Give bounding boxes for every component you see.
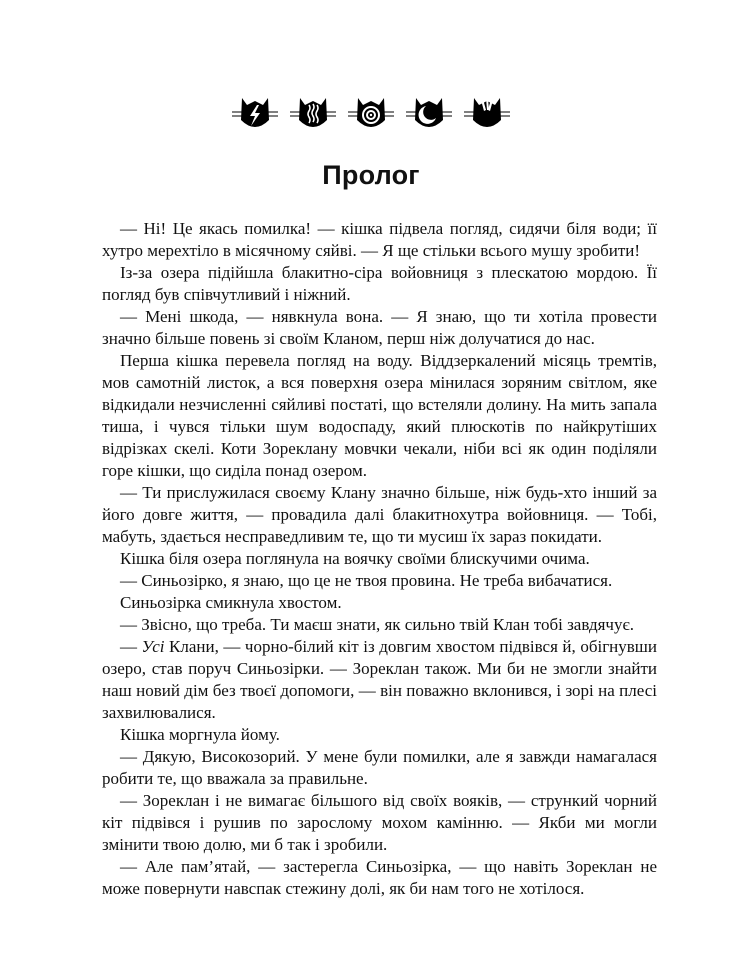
paragraph: Синьозірка смикнула хвостом. <box>120 593 342 612</box>
skyclan-claw-icon <box>464 96 510 132</box>
windclan-swirl-icon <box>348 96 394 132</box>
prologue-text <box>102 218 657 900</box>
paragraph-rest: Клани, — чорно-білий кіт із довгим хвостом підвівся й, обігнувши озеро, став поруч Синьозірки. — Зореклан також. Ми би не змогли знайти наш новий дім без твоєї допомоги, — він поважно вклонився, і зорі на плесі захвилювалися. <box>102 637 657 722</box>
chapter-title: Пролог <box>322 160 420 190</box>
paragraph: Кішка біля озера поглянула на воячку своїми блискучими очима. <box>120 549 590 568</box>
shadowclan-moon-icon <box>406 96 452 132</box>
clan-emblems <box>0 96 742 132</box>
paragraph: — Ні! Це якась помилка! — кішка підвела погляд, сидячи біля води; її хутро мерехтіло в місячному сяйві. — Я ще стільки всього мушу зробити! <box>102 219 657 260</box>
paragraph <box>102 636 657 724</box>
paragraph: — Синьозірко, я знаю, що це не твоя провина. Не треба вибачатися. <box>120 571 613 590</box>
paragraph: — Дякую, Високозорий. У мене були помилки, але я завжди намагалася робити те, що вважала за правильне. <box>102 747 657 788</box>
paragraph: Перша кішка перевела погляд на воду. Віддзеркалений місяць тремтів, мов самотній листок, а вся поверхня озера мінилася зоряним світлом, яке відкидали незчисленні сяйливі постаті, що встеляли долину. На мить запала тиша, і чувся тільки шум водоспаду, який плюскотів по найкрутіших відрізках скелі. Коти Зореклану мовчки чекали, ніби всі як один поділяли горе кішки, що сиділа понад озером. <box>102 351 657 480</box>
emphasis-word: Усі <box>141 637 165 656</box>
paragraph: — Але пам’ятай, — застерегла Синьозірка, — що навіть Зореклан не може повернути навспак стежину долі, як би нам того не хотілося. <box>102 857 657 898</box>
paragraph: — Звісно, що треба. Ти маєш знати, як сильно твій Клан тобі завдячує. <box>120 615 635 634</box>
paragraph: Кішка моргнула йому. <box>120 725 280 744</box>
paragraph: — Зореклан і не вимагає більшого від своїх вояків, — стрункий чорний кіт підвівся і рушив по зарослому мохом камінню. — Якби ми могли змінити твою долю, ми б так і зробили. <box>102 791 657 854</box>
paragraph: — Ти прислужилася своєму Клану значно більше, ніж будь-хто інший за його довге життя, — провадила далі блакитнохутра войовниця. — Тобі, мабуть, здається несправедливим те, що ти мусиш їх зараз покидати. <box>102 483 657 546</box>
paragraph: — Мені шкода, — нявкнула вона. — Я знаю, що ти хотіла провести значно більше повень зі своїм Кланом, перш ніж долучатися до нас. <box>102 307 657 348</box>
paragraph: Із-за озера підійшла блакитно-сіра войовниця з плескатою мордою. Її погляд був співчутливий і ніжний. <box>102 263 657 304</box>
riverclan-waves-icon <box>290 96 336 132</box>
thunderclan-lightning-icon <box>232 96 278 132</box>
paragraph-dash: — <box>120 637 142 656</box>
